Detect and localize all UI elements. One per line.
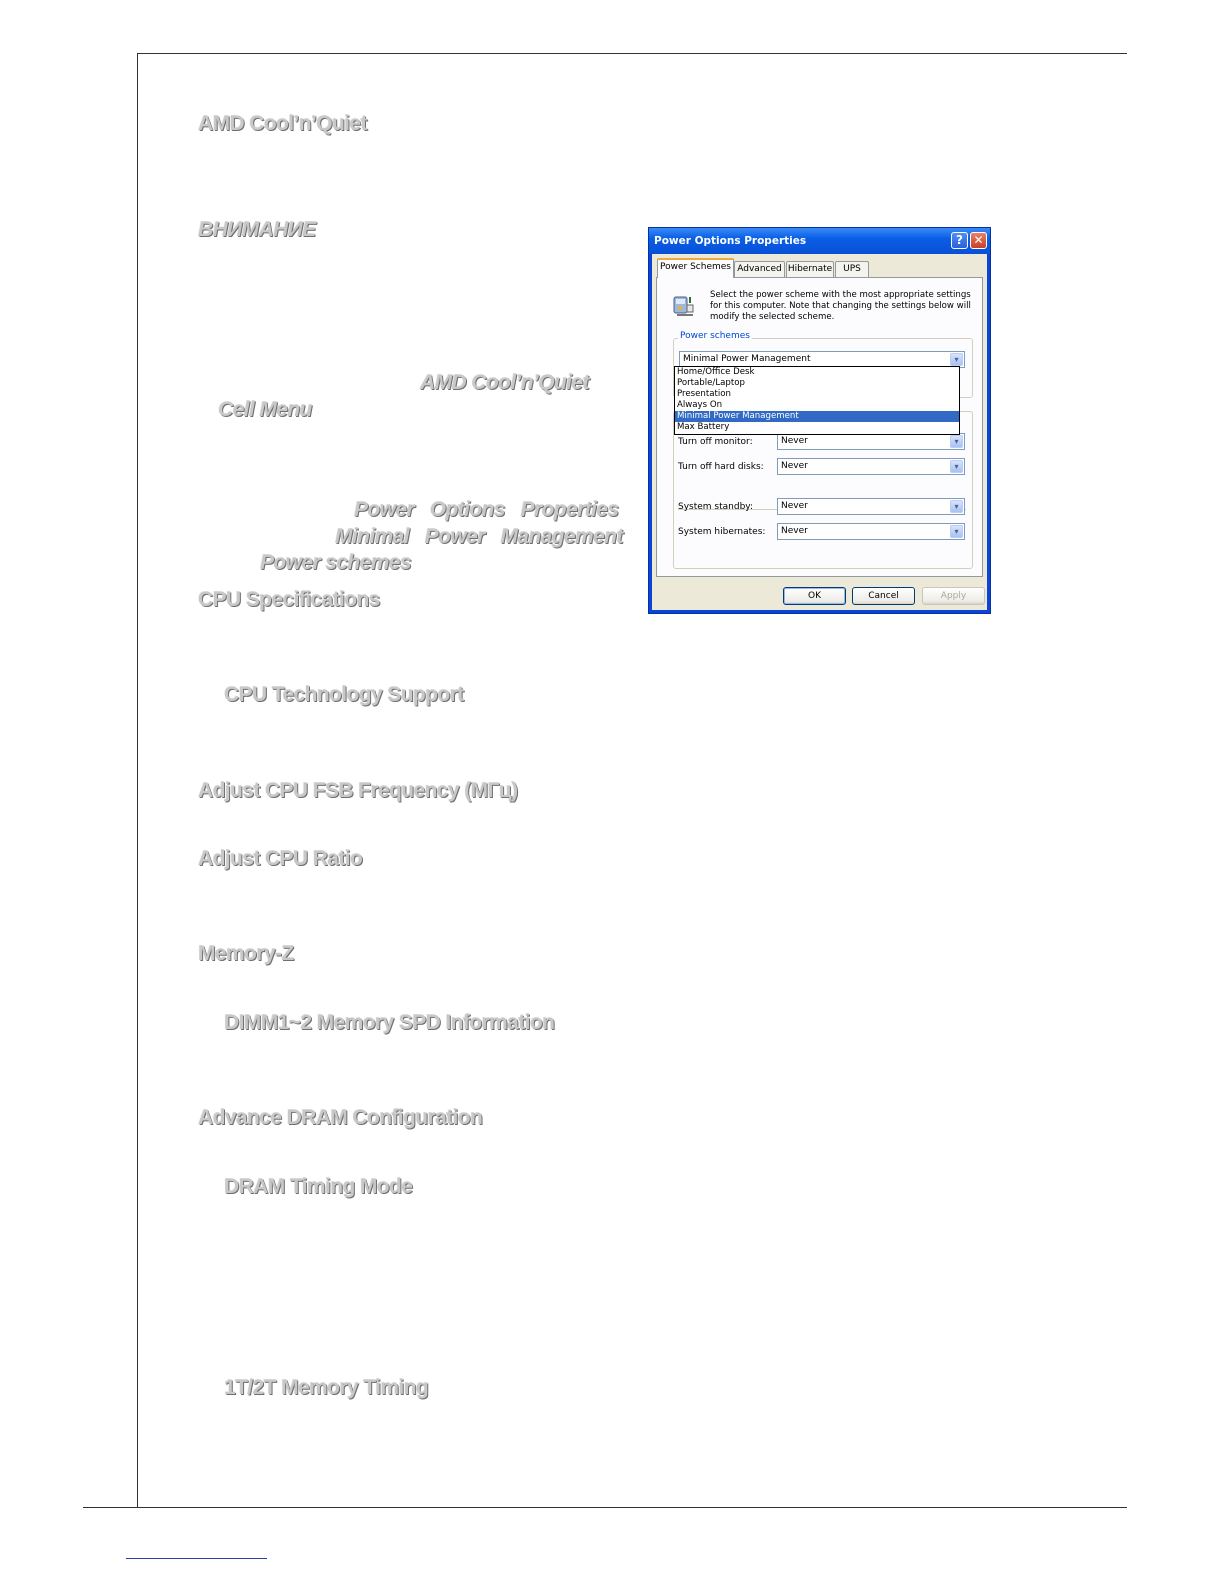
turn-off-monitor-select[interactable]: [777, 433, 965, 450]
turn-off-monitor-label: Turn off monitor:: [678, 437, 753, 447]
dialog-client-area: [652, 254, 987, 610]
close-button[interactable]: ✕: [970, 232, 987, 249]
system-hibernates-label: System hibernates:: [678, 527, 766, 537]
turn-off-monitor-value: Never: [781, 436, 808, 446]
heading-dram-timing-mode: DRAM Timing Mode: [224, 1175, 413, 1198]
footer-link-underline: [126, 1558, 267, 1559]
inline-cell-menu: Cell Menu: [218, 398, 312, 421]
bottom-rule: [83, 1507, 1127, 1508]
scheme-option[interactable]: Always On: [677, 400, 723, 410]
chevron-down-icon[interactable]: ▾: [950, 353, 963, 366]
tab-power-schemes[interactable]: Power Schemes: [657, 258, 734, 278]
system-hibernates-value: Never: [781, 526, 808, 536]
heading-cpu-technology-support: CPU Technology Support: [224, 683, 464, 706]
inline-power-options-properties: Power Options Properties: [354, 498, 619, 521]
ok-button[interactable]: OK: [783, 587, 846, 605]
scheme-option[interactable]: Presentation: [677, 389, 731, 399]
chevron-down-icon[interactable]: ▾: [950, 525, 963, 538]
inline-minimal-power-management: Minimal Power Management: [335, 525, 623, 548]
scheme-option[interactable]: Max Battery: [677, 422, 730, 432]
intro-text: Select the power scheme with the most appropriate settings for this computer. Note that changing the settings below will modify the selected scheme.: [710, 290, 971, 322]
power-scheme-dropdown-list: [674, 366, 960, 435]
heading-amd-cool-n-quiet: AMD Cool’n’Quiet: [198, 112, 367, 135]
scheme-option[interactable]: Portable/Laptop: [677, 378, 745, 388]
inline-power-schemes: Power schemes: [260, 551, 411, 574]
scheme-option-selected[interactable]: Minimal Power Management: [675, 411, 959, 422]
apply-button[interactable]: Apply: [922, 587, 985, 605]
chevron-down-icon[interactable]: ▾: [950, 500, 963, 513]
help-button[interactable]: ?: [951, 232, 968, 249]
tab-advanced[interactable]: Advanced: [734, 261, 785, 277]
tab-hibernate[interactable]: Hibernate: [786, 261, 834, 277]
system-hibernates-select[interactable]: [777, 523, 965, 540]
heading-attention: ВНИМАНИЕ: [198, 218, 316, 241]
chevron-down-icon[interactable]: ▾: [950, 460, 963, 473]
heading-adjust-cpu-ratio: Adjust CPU Ratio: [198, 847, 363, 870]
turn-off-hard-disks-select[interactable]: [777, 458, 965, 475]
power-options-icon: [671, 291, 699, 319]
turn-off-hard-disks-value: Never: [781, 461, 808, 471]
system-standby-label: System standby:: [678, 502, 753, 512]
cancel-button[interactable]: Cancel: [852, 587, 915, 605]
dialog-title: Power Options Properties: [654, 235, 807, 247]
tab-ups[interactable]: UPS: [835, 261, 869, 277]
system-standby-value: Never: [781, 501, 808, 511]
turn-off-hard-disks-label: Turn off hard disks:: [678, 462, 764, 472]
left-rule: [137, 53, 138, 1507]
heading-1t2t-memory-timing: 1T/2T Memory Timing: [224, 1376, 429, 1399]
dialog-title-bar[interactable]: [649, 228, 990, 254]
chevron-down-icon[interactable]: ▾: [950, 435, 963, 448]
system-standby-select[interactable]: [777, 498, 965, 515]
heading-dimm-spd: DIMM1~2 Memory SPD Information: [224, 1011, 555, 1034]
power-scheme-value: Minimal Power Management: [683, 354, 811, 364]
power-schemes-group-title: Power schemes: [680, 331, 750, 341]
scheme-option[interactable]: Home/Office Desk: [677, 367, 755, 377]
inline-amd-cool-n-quiet: AMD Cool’n’Quiet: [420, 371, 589, 394]
heading-memory-z: Memory-Z: [198, 942, 294, 965]
top-rule: [137, 53, 1127, 54]
power-options-dialog: [648, 227, 991, 614]
heading-advance-dram: Advance DRAM Configuration: [198, 1106, 483, 1129]
heading-adjust-cpu-fsb: Adjust CPU FSB Frequency (МГц): [198, 779, 518, 802]
heading-cpu-specifications: CPU Specifications: [198, 588, 380, 611]
